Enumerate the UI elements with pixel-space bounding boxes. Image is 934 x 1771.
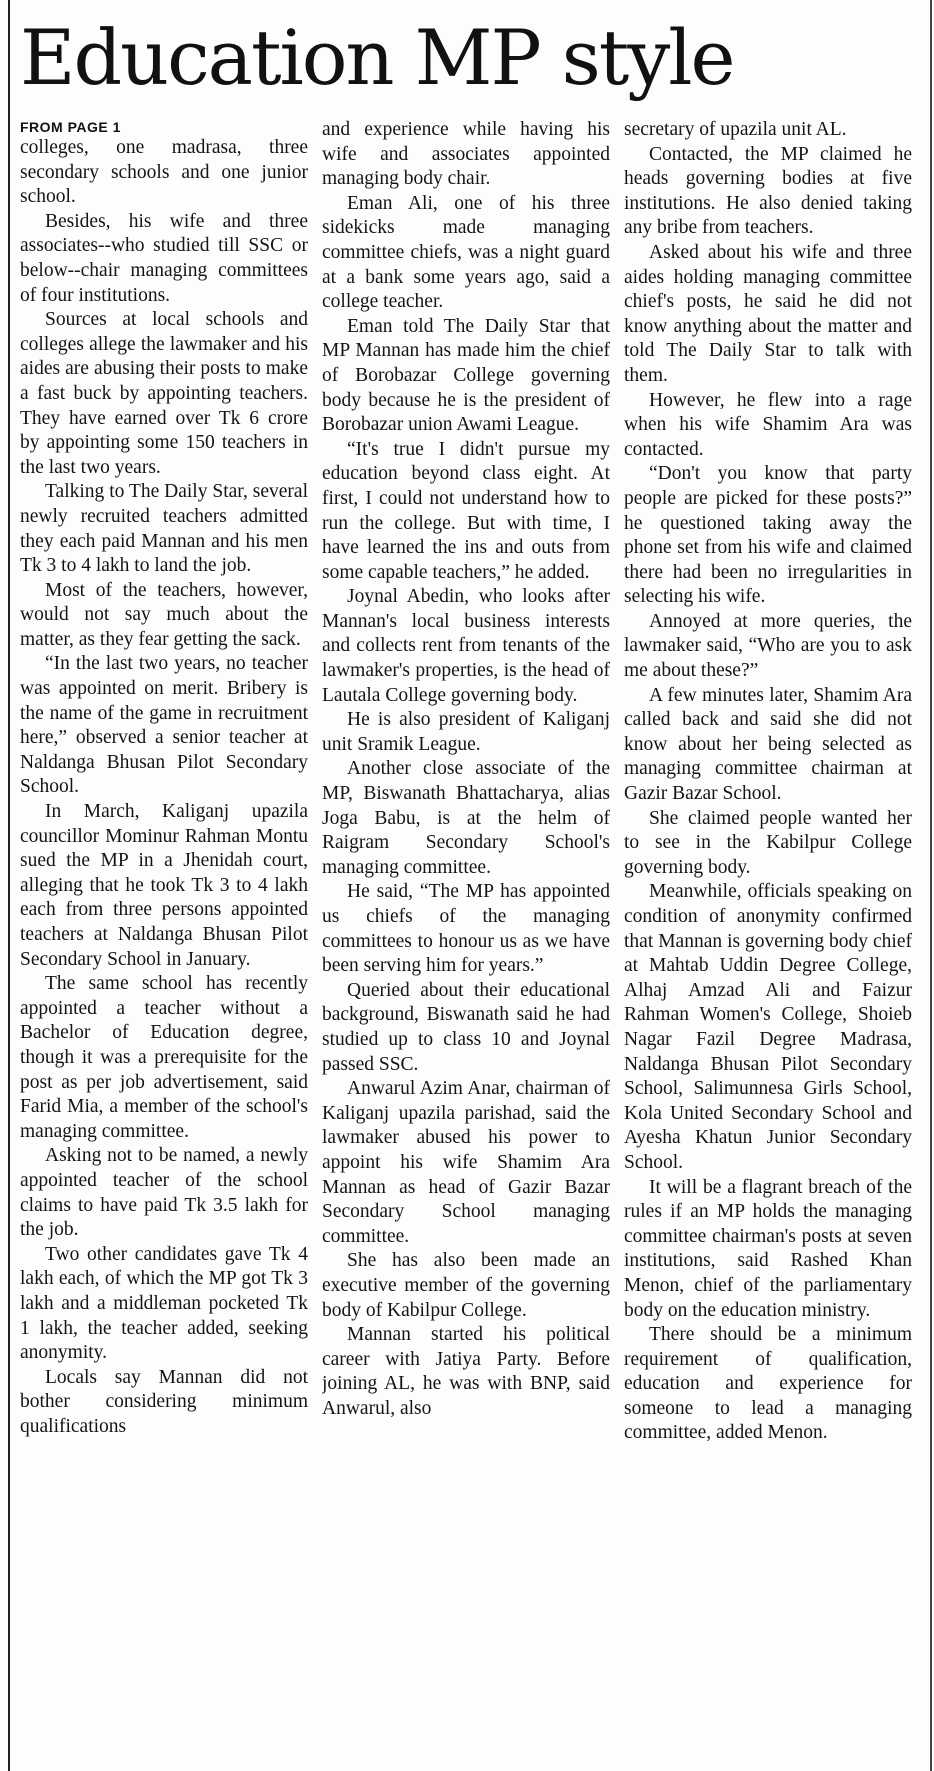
paragraph: Anwarul Azim Anar, chairman of Kaliganj upazila parishad, said the lawmaker abused his power to appoint his wife Shamim Ara Mannan as head of Gazir Bazar Secondary School managing committee. — [322, 1078, 610, 1247]
paragraph: Contacted, the MP claimed he heads governing bodies at five institutions. He also denied taking any bribe from teachers. — [624, 143, 912, 239]
article-column-3 — [624, 118, 912, 1758]
paragraph: “In the last two years, no teacher was appointed on merit. Bribery is the name of the game in recruitment here,” observed a senior teacher at Naldanga Bhusan Pilot Secondary School. — [20, 653, 308, 798]
article-column-1 — [20, 118, 308, 1758]
paragraph: Besides, his wife and three associates--who studied till SSC or below--chair managing committees of four institutions. — [20, 210, 308, 306]
paragraph: He said, “The MP has appointed us chiefs of the managing committees to honour us as we have been serving him for years.” — [322, 881, 610, 977]
article-column-2 — [322, 118, 610, 1758]
paragraph: Joynal Abedin, who looks after Mannan's local business interests and collects rent from tenants of the lawmaker's properties, is the head of Lautala College governing body. — [322, 586, 610, 706]
paragraph: Two other candidates gave Tk 4 lakh each, of which the MP got Tk 3 lakh and a middleman pocketed Tk 1 lakh, the teacher added, seeking anonymity. — [20, 1243, 308, 1364]
paragraph: Asking not to be named, a newly appointed teacher of the school claims to have paid Tk 3.5 lakh for the job. — [20, 1145, 308, 1241]
paragraph: Eman told The Daily Star that MP Mannan has made him the chief of Borobazar College governing body because he is the president of Borobazar union Awami League. — [322, 315, 610, 436]
paragraph: In March, Kaliganj upazila councillor Mominur Rahman Montu sued the MP in a Jhenidah court, alleging that he took Tk 3 to 4 lakh each from three persons appointed teachers at Naldanga Bhusan Pilot Secondary School in January. — [20, 801, 308, 970]
left-border-rule — [8, 0, 10, 1771]
paragraph: Annoyed at more queries, the lawmaker said, “Who are you to ask me about these?” — [624, 610, 912, 682]
paragraph: Talking to The Daily Star, several newly recruited teachers admitted they each paid Mannan and his men Tk 3 to 4 lakh to land the job. — [20, 481, 308, 577]
paragraph: It will be a flagrant breach of the rules if an MP holds the managing committee chairman's posts at seven institutions, said Rashed Khan Menon, chief of the parliamentary body on the education ministry. — [624, 1176, 912, 1321]
paragraph: “It's true I didn't pursue my education beyond class eight. At first, I could not understand how to run the college. But with time, I have learned the ins and outs from some capable teachers,” he added. — [322, 438, 610, 583]
paragraph: The same school has recently appointed a teacher without a Bachelor of Education degree, though it was a prerequisite for the post as per job advertisement, said Farid Mia, a member of the school's managing committee. — [20, 973, 308, 1142]
kicker-from-page-1: FROM PAGE 1 — [20, 119, 121, 135]
paragraph: Sources at local schools and colleges allege the lawmaker and his aides are abusing their posts to make a fast buck by appointing teachers. They have earned over Tk 6 crore by appointing some 150 teachers in the last two years. — [20, 309, 308, 478]
paragraph: and experience while having his wife and associates appointed managing body chair. — [322, 119, 610, 190]
paragraph: Asked about his wife and three aides holding managing committee chief's posts, he said he did not know anything about the matter and told The Daily Star to talk with them. — [624, 241, 912, 386]
paragraph: Most of the teachers, however, would not say much about the matter, as they fear getting the sack. — [20, 579, 308, 650]
paragraph: She claimed people wanted her to see in the Kabilpur College governing body. — [624, 807, 912, 878]
paragraph: Locals say Mannan did not bother considering minimum qualifications — [20, 1366, 308, 1437]
paragraph: “Don't you know that party people are picked for these posts?” he questioned taking away the phone set from his wife and claimed there had been no irregularities in selecting his wife. — [624, 463, 912, 608]
right-border-rule — [930, 0, 932, 1771]
paragraph: Meanwhile, officials speaking on condition of anonymity confirmed that Mannan is governing body chief at Mahtab Uddin Degree College, Alhaj Amzad Ali and Faizur Rahman Women's College, Shoieb Nagar Fazil Degree Madrasa, Naldanga Bhusan Pilot Secondary School, Salimunnesa Girls School, Kola United Secondary School and Ayesha Khatun Junior Secondary School. — [624, 881, 912, 1173]
paragraph: She has also been made an executive member of the governing body of Kabilpur College. — [322, 1250, 610, 1321]
paragraph: A few minutes later, Shamim Ara called back and said she did not know about her being selected as managing committee chairman at Gazir Bazar School. — [624, 684, 912, 805]
paragraph: There should be a minimum requirement of qualification, education and experience for someone to lead a managing committee, added Menon. — [624, 1324, 912, 1444]
paragraph: Eman Ali, one of his three sidekicks made managing committee chiefs, was a night guard at a bank some years ago, said a college teacher. — [322, 192, 610, 313]
article-body — [20, 118, 912, 1758]
paragraph: colleges, one madrasa, three secondary schools and one junior school. — [20, 137, 308, 208]
headline: Education MP style — [20, 13, 734, 102]
paragraph: Mannan started his political career with Jatiya Party. Before joining AL, he was with BNP, said Anwarul, also — [322, 1324, 610, 1419]
paragraph: Another close associate of the MP, Biswanath Bhattacharya, alias Joga Babu, is at the helm of Raigram Secondary School's managing committee. — [322, 758, 610, 878]
paragraph: secretary of upazila unit AL. — [624, 119, 847, 140]
paragraph: However, he flew into a rage when his wife Shamim Ara was contacted. — [624, 389, 912, 460]
paragraph: Queried about their educational background, Biswanath said he had studied up to class 10 and Joynal passed SSC. — [322, 979, 610, 1075]
paragraph: He is also president of Kaliganj unit Sramik League. — [322, 709, 610, 755]
